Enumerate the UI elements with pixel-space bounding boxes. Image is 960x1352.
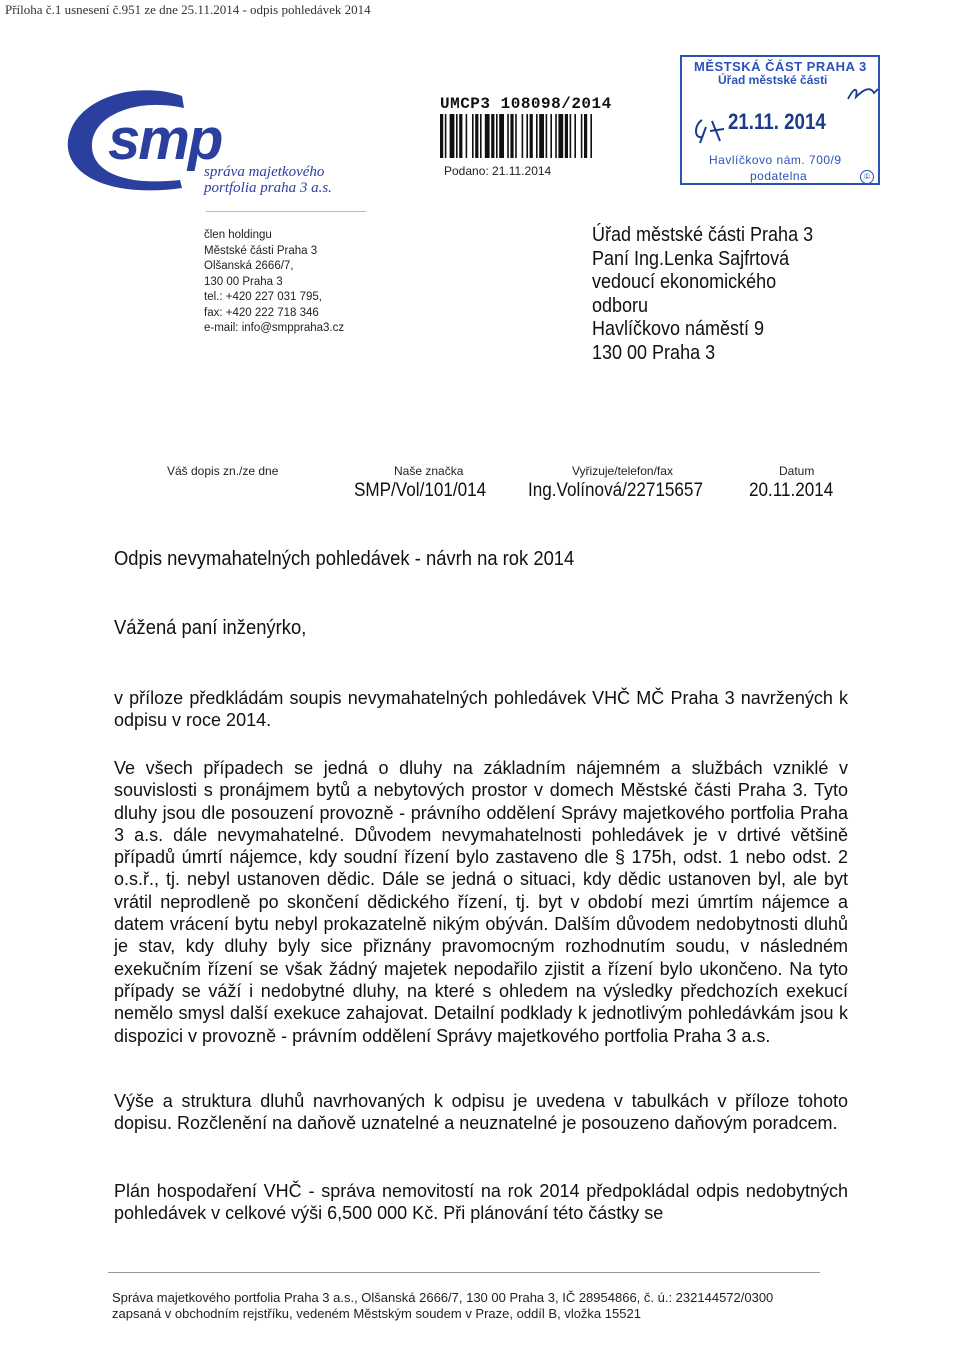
sender-line: Městské části Praha 3 bbox=[204, 244, 318, 257]
recipient-address bbox=[592, 224, 813, 365]
submitted-date: Podano: 21.11.2014 bbox=[444, 164, 552, 178]
barcode-bar bbox=[475, 114, 478, 158]
barcode-bar bbox=[466, 114, 468, 158]
barcode-bar bbox=[496, 114, 498, 158]
barcode-bar bbox=[499, 114, 504, 158]
body-paragraph: Ve všech případech se jedná o dluhy na základním nájemném a službách vzniklé v souvislosti s pronájmem bytů a nebytových prostor v domech Městské části Praha 3. Tyto dluhy jsou dle posouzení provozně - právního oddělení Správy majetkového portfolia Praha 3 a.s. dále nevymahatelné. Důvodem nevymahatelnosti pohledávek je v drtivé většině případů úmrtí nájemce, kdy soudní řízení bylo zastaveno dle § 175h, odst. 1 nebo odst. 2 o.s.ř., tj. nebyl ustanoven dědic. Dále se jedná o situaci, kdy dědic ustanoven byl, ale byt vrátil neprodleně po skončení dědického řízení, tj. byt v období mezi úmrtím nájemce a datem vrácení bytu nebyl prokazatelně nikým obýván. Dalším důvodem nedobytnosti dluhů je stav, kdy dluhy byly sice přiznány pravomocným rozhodnutím soudu, v následném exekučním řízení se však žádný majetek nepodařilo zjistit a řízení bylo ukončeno. Na tyto případy se váží i nedobytné dluhy, na které s ohledem na výsledky předchozích exekucí nemělo smysl další exekuce zahajovat. Detailní podklady k jednotlivým pohledávkám jsou k dispozici v provozně - právním oddělení Správy majetkového portfolia Praha 3 a.s. bbox=[114, 758, 848, 1046]
handler-label: Vyřizuje/telefon/fax bbox=[572, 464, 673, 478]
barcode-bar bbox=[530, 114, 533, 158]
header-note: Příloha č.1 usnesení č.951 ze dne 25.11.2014 - odpis pohledávek 2014 bbox=[5, 2, 371, 17]
letter-subject: Odpis nevymahatelných pohledávek - návrh na rok 2014 bbox=[114, 548, 575, 570]
barcode-bar bbox=[526, 114, 528, 158]
barcode-bar bbox=[584, 114, 587, 158]
barcode-bar bbox=[507, 114, 509, 158]
footer-line: Správa majetkového portfolia Praha 3 a.s., Olšanská 2666/7, 130 00 Praha 3, IČ 28954866, č. ú.: 232144572/0300 bbox=[112, 1290, 774, 1305]
stamp-authority: MĚSTSKÁ ČÁST PRAHA 3 bbox=[694, 59, 867, 74]
our-ref-value: SMP/Vol/101/014 bbox=[354, 480, 487, 501]
your-ref-label: Váš dopis zn./ze dne bbox=[167, 464, 279, 478]
body-paragraph: Plán hospodaření VHČ - správa nemovitostí na rok 2014 předpokládal odpis nedobytných pohledávek v celkové výši 6,500 000 Kč. Při plánování této částky se bbox=[114, 1181, 848, 1224]
recipient-line: Havlíčkovo náměstí 9 bbox=[592, 318, 765, 340]
stamp-office: Úřad městské části bbox=[718, 73, 828, 87]
sender-details bbox=[204, 228, 344, 337]
body-paragraph: v příloze předkládám soupis nevymahatelných pohledávek VHČ MČ Praha 3 navržených k odpisu v roce 2014. bbox=[114, 688, 848, 731]
stamp-mark: ① bbox=[860, 170, 874, 184]
sender-line: tel.: +420 227 031 795, bbox=[204, 291, 322, 303]
footer-line: zapsaná v obchodním rejstříku, vedeném Městským soudem v Praze, oddíl B, vložka 15521 bbox=[112, 1306, 641, 1321]
barcode-bar bbox=[522, 114, 524, 158]
stamp-office-name: podatelna bbox=[750, 169, 808, 183]
barcode-bar bbox=[581, 114, 583, 158]
stamp-address: Havlíčkovo nám. 700/9 bbox=[709, 153, 842, 167]
barcode-bar bbox=[491, 114, 494, 158]
barcode-bar bbox=[574, 114, 576, 158]
barcode-bar bbox=[510, 114, 513, 158]
barcode-bar bbox=[440, 114, 443, 158]
barcode-bar bbox=[485, 114, 490, 158]
barcode-bar bbox=[555, 114, 557, 158]
stamp-date: 21.11. 2014 bbox=[728, 109, 826, 134]
sender-line: člen holdingu bbox=[204, 229, 272, 241]
date-value: 20.11.2014 bbox=[749, 480, 834, 501]
barcode-bar bbox=[536, 114, 538, 158]
barcode-id: UMCP3 108098/2014 bbox=[440, 95, 612, 113]
barcode-bar bbox=[539, 114, 544, 158]
barcode-bar bbox=[459, 114, 462, 158]
date-label: Datum bbox=[779, 464, 815, 478]
logo-divider bbox=[206, 211, 366, 212]
barcode-bar bbox=[558, 114, 563, 158]
sender-line: fax: +420 222 718 346 bbox=[204, 306, 319, 319]
recipient-line: 130 00 Praha 3 bbox=[592, 341, 716, 364]
sender-line: 130 00 Praha 3 bbox=[204, 275, 283, 288]
our-ref-label: Naše značka bbox=[394, 464, 464, 478]
signature-icon bbox=[844, 83, 880, 107]
barcode-bar bbox=[456, 114, 458, 158]
barcode-bar bbox=[570, 114, 572, 158]
barcode-bar bbox=[546, 114, 548, 158]
barcode-bar bbox=[550, 114, 552, 158]
salutation: Vážená paní inženýrko, bbox=[114, 617, 307, 639]
handler-value: Ing.Volínová/22715657 bbox=[528, 480, 703, 501]
body-paragraph: Výše a struktura dluhů navrhovaných k odpisu je uvedena v tabulkách v příloze tohoto dopisu. Rozčlenění na daňově uznatelné a neuznatelné je posouzeno daňovým poradcem. bbox=[114, 1091, 848, 1134]
barcode-bar bbox=[480, 114, 482, 158]
registry-stamp bbox=[680, 55, 880, 185]
footer-divider bbox=[108, 1272, 820, 1273]
sender-line: e-mail: info@smppraha3.cz bbox=[204, 322, 345, 334]
barcode-bar bbox=[565, 114, 568, 158]
sender-line: Olšanská 2666/7, bbox=[204, 260, 294, 272]
logo-brand-text: smp bbox=[108, 107, 222, 172]
recipient-line: Úřad městské části Praha 3 bbox=[592, 224, 814, 246]
barcode-bar bbox=[472, 114, 474, 158]
recipient-line: vedoucí ekonomického bbox=[592, 271, 777, 293]
barcode-bar bbox=[515, 114, 517, 158]
barcode-bar bbox=[450, 114, 455, 158]
barcode-bar bbox=[445, 114, 447, 158]
logo-tagline-1: správa majetkového bbox=[204, 164, 325, 180]
barcode-graphic bbox=[440, 114, 662, 158]
logo-tagline-2: portfolia praha 3 a.s. bbox=[204, 180, 332, 196]
recipient-line: odboru bbox=[592, 294, 649, 317]
recipient-line: Paní Ing.Lenka Sajfrtová bbox=[592, 247, 790, 270]
footer bbox=[112, 1290, 773, 1322]
handwritten-initials-icon bbox=[692, 115, 728, 145]
barcode-bar bbox=[590, 114, 592, 158]
